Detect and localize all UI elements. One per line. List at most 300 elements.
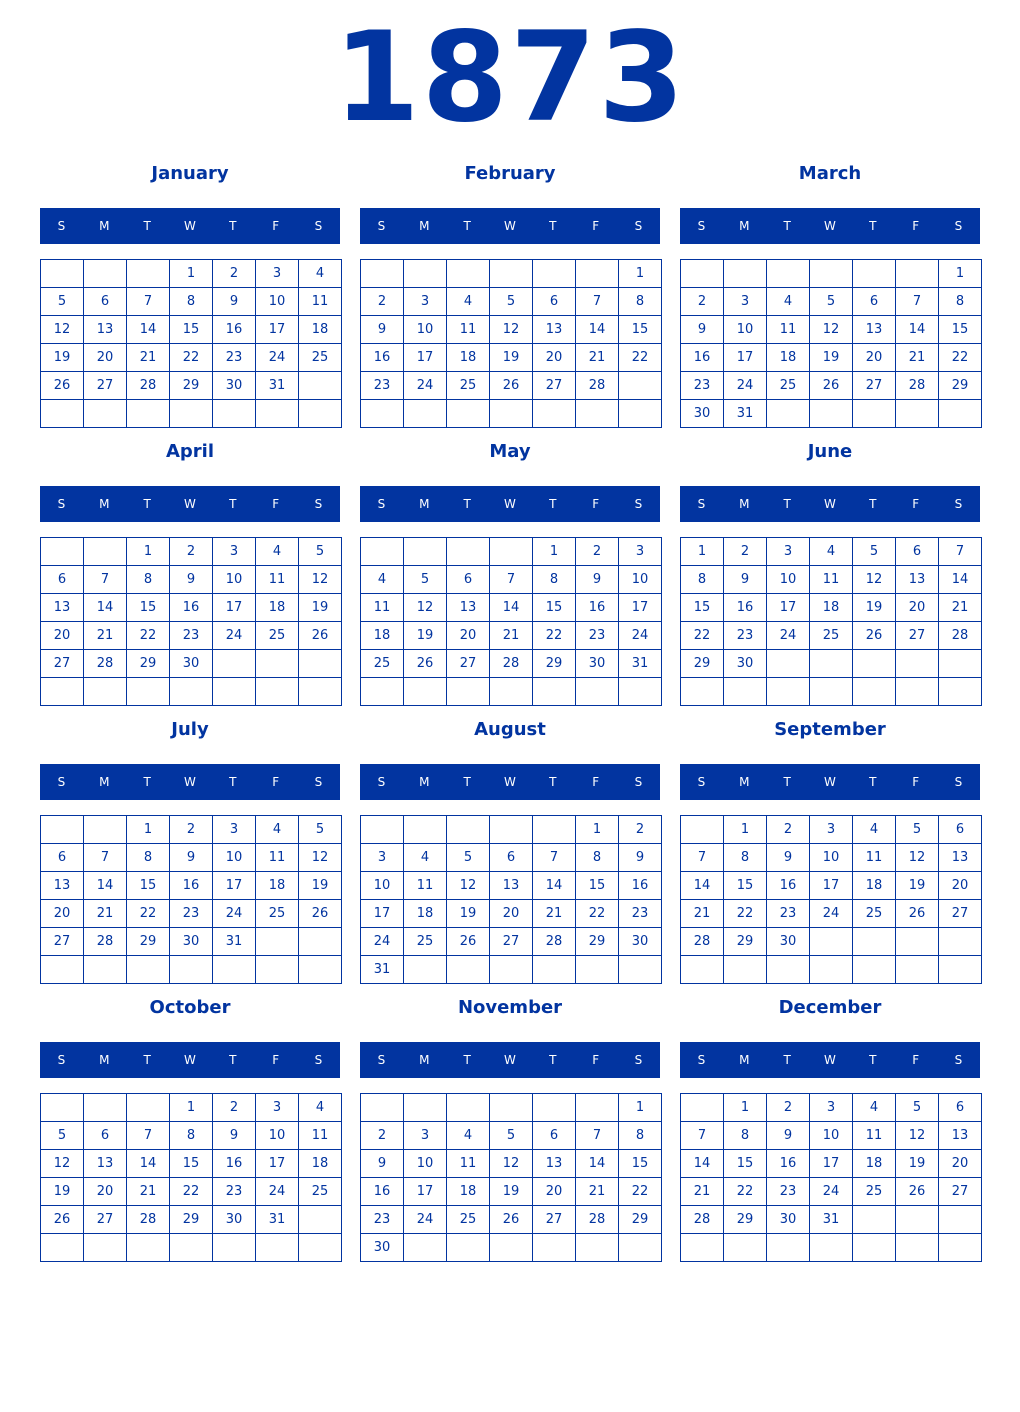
day-cell: 25 <box>256 900 299 928</box>
day-cell <box>810 1234 853 1262</box>
day-cell <box>810 956 853 984</box>
day-cell: 27 <box>939 900 982 928</box>
day-cell: 23 <box>724 622 767 650</box>
week-row <box>41 816 342 844</box>
week-row <box>41 844 342 872</box>
day-cell: 24 <box>213 900 256 928</box>
weekday-label: W <box>184 775 196 789</box>
week-row <box>41 372 342 400</box>
day-cell: 19 <box>447 900 490 928</box>
day-cell <box>896 956 939 984</box>
day-cell: 7 <box>84 844 127 872</box>
day-cell: 26 <box>896 900 939 928</box>
weekday-label: S <box>954 497 963 511</box>
day-cell: 15 <box>619 1150 662 1178</box>
week-row <box>681 928 982 956</box>
week-row <box>41 288 342 316</box>
day-cell <box>853 678 896 706</box>
day-cell <box>447 816 490 844</box>
week-row <box>681 316 982 344</box>
day-cell <box>299 678 342 706</box>
week-row <box>681 538 982 566</box>
week-row <box>41 1094 342 1122</box>
weekday-label: T <box>783 497 791 511</box>
weekday-label: T <box>869 1053 877 1067</box>
weekday-label: T <box>229 219 237 233</box>
day-cell <box>576 1094 619 1122</box>
day-cell: 13 <box>533 316 576 344</box>
day-cell: 24 <box>619 622 662 650</box>
day-table <box>40 259 342 428</box>
day-cell <box>767 678 810 706</box>
weekday-label: W <box>184 219 196 233</box>
day-cell <box>681 816 724 844</box>
day-cell: 14 <box>127 316 170 344</box>
day-cell <box>404 1234 447 1262</box>
day-cell: 18 <box>299 1150 342 1178</box>
day-cell: 14 <box>681 872 724 900</box>
day-cell <box>213 956 256 984</box>
weekday-label: T <box>783 775 791 789</box>
week-row <box>41 678 342 706</box>
day-cell: 7 <box>127 288 170 316</box>
day-cell <box>576 956 619 984</box>
day-cell: 24 <box>256 344 299 372</box>
day-cell: 12 <box>853 566 896 594</box>
weekday-label: S <box>377 1053 386 1067</box>
day-cell: 15 <box>576 872 619 900</box>
day-cell: 18 <box>853 872 896 900</box>
day-cell: 22 <box>170 1178 213 1206</box>
day-cell <box>619 400 662 428</box>
weekday-label: S <box>314 497 323 511</box>
day-cell: 15 <box>127 594 170 622</box>
week-row <box>41 622 342 650</box>
day-cell <box>299 928 342 956</box>
day-grid <box>680 1093 981 1262</box>
day-cell <box>681 678 724 706</box>
day-cell: 18 <box>299 316 342 344</box>
weekday-label: T <box>463 775 471 789</box>
day-cell: 30 <box>213 1206 256 1234</box>
day-cell: 31 <box>213 928 256 956</box>
week-row <box>681 872 982 900</box>
week-row <box>361 928 662 956</box>
day-table <box>680 1093 982 1262</box>
day-cell <box>853 928 896 956</box>
day-cell: 5 <box>810 288 853 316</box>
day-cell: 14 <box>939 566 982 594</box>
day-cell: 8 <box>724 1122 767 1150</box>
day-cell: 6 <box>939 816 982 844</box>
day-cell: 28 <box>533 928 576 956</box>
day-cell <box>127 260 170 288</box>
day-cell: 6 <box>84 1122 127 1150</box>
day-cell <box>853 260 896 288</box>
day-cell: 29 <box>127 650 170 678</box>
day-table <box>40 815 342 984</box>
weekday-label: M <box>99 1053 110 1067</box>
week-row <box>41 400 342 428</box>
week-row <box>361 1178 662 1206</box>
day-cell <box>299 400 342 428</box>
day-cell <box>41 538 84 566</box>
day-cell: 26 <box>490 1206 533 1234</box>
weekday-label: T <box>869 775 877 789</box>
day-cell: 13 <box>447 594 490 622</box>
day-cell: 6 <box>41 566 84 594</box>
day-cell: 20 <box>939 872 982 900</box>
day-cell: 15 <box>533 594 576 622</box>
week-row <box>681 1206 982 1234</box>
day-cell: 31 <box>810 1206 853 1234</box>
weekday-label: S <box>697 775 706 789</box>
week-row <box>361 1206 662 1234</box>
day-cell <box>84 260 127 288</box>
day-cell: 8 <box>939 288 982 316</box>
day-cell: 4 <box>256 538 299 566</box>
day-cell: 22 <box>576 900 619 928</box>
day-cell: 31 <box>724 400 767 428</box>
day-cell: 22 <box>619 1178 662 1206</box>
weekday-label: F <box>912 497 920 511</box>
day-cell: 25 <box>361 650 404 678</box>
day-cell <box>447 400 490 428</box>
day-cell <box>404 1094 447 1122</box>
weekday-label: S <box>697 1053 706 1067</box>
day-grid <box>40 815 341 984</box>
day-cell <box>939 650 982 678</box>
day-cell: 19 <box>810 344 853 372</box>
weekday-label: F <box>592 775 600 789</box>
day-cell <box>490 678 533 706</box>
day-cell: 18 <box>256 872 299 900</box>
day-cell: 22 <box>724 1178 767 1206</box>
day-cell: 18 <box>404 900 447 928</box>
day-cell <box>810 928 853 956</box>
week-row <box>41 1234 342 1262</box>
day-cell: 4 <box>767 288 810 316</box>
day-cell: 5 <box>299 816 342 844</box>
weekday-label: S <box>954 775 963 789</box>
day-cell: 21 <box>681 900 724 928</box>
day-cell: 19 <box>896 872 939 900</box>
day-cell: 20 <box>84 344 127 372</box>
day-cell <box>256 678 299 706</box>
day-cell: 18 <box>447 344 490 372</box>
weekday-header <box>360 208 660 244</box>
weekday-label: M <box>739 497 750 511</box>
day-cell <box>41 260 84 288</box>
week-row <box>681 372 982 400</box>
day-cell: 23 <box>619 900 662 928</box>
day-cell: 7 <box>576 288 619 316</box>
day-cell: 5 <box>299 538 342 566</box>
day-cell: 27 <box>533 1206 576 1234</box>
day-cell: 9 <box>170 844 213 872</box>
week-row <box>41 344 342 372</box>
day-cell <box>853 1206 896 1234</box>
weekday-label: S <box>634 219 643 233</box>
day-cell: 10 <box>256 288 299 316</box>
weekday-label: T <box>463 219 471 233</box>
week-row <box>361 538 662 566</box>
week-row <box>41 956 342 984</box>
day-cell: 12 <box>404 594 447 622</box>
day-cell: 2 <box>724 538 767 566</box>
day-cell: 31 <box>256 1206 299 1234</box>
day-cell <box>404 260 447 288</box>
day-cell <box>490 538 533 566</box>
day-cell: 25 <box>810 622 853 650</box>
day-grid <box>680 259 981 428</box>
day-cell <box>447 956 490 984</box>
day-cell: 3 <box>213 816 256 844</box>
day-cell <box>576 678 619 706</box>
day-cell: 21 <box>533 900 576 928</box>
day-cell: 10 <box>256 1122 299 1150</box>
day-cell: 7 <box>127 1122 170 1150</box>
day-cell: 2 <box>767 1094 810 1122</box>
day-cell <box>84 816 127 844</box>
day-cell: 15 <box>939 316 982 344</box>
week-row <box>361 622 662 650</box>
weekday-label: M <box>419 775 430 789</box>
week-row <box>681 260 982 288</box>
day-cell: 8 <box>533 566 576 594</box>
day-cell: 11 <box>256 566 299 594</box>
week-row <box>361 594 662 622</box>
day-cell <box>84 400 127 428</box>
week-row <box>361 1094 662 1122</box>
day-cell: 6 <box>447 566 490 594</box>
weekday-label: S <box>377 775 386 789</box>
day-cell <box>170 1234 213 1262</box>
day-cell: 19 <box>299 594 342 622</box>
day-cell: 23 <box>576 622 619 650</box>
weekday-label: T <box>463 1053 471 1067</box>
day-cell: 12 <box>896 1122 939 1150</box>
weekday-label: S <box>634 497 643 511</box>
weekday-header <box>360 486 660 522</box>
day-cell: 22 <box>681 622 724 650</box>
day-cell: 19 <box>404 622 447 650</box>
weekday-header <box>40 764 340 800</box>
month-name: September <box>774 719 886 740</box>
day-cell <box>533 1094 576 1122</box>
day-cell: 28 <box>681 928 724 956</box>
weekday-label: S <box>57 1053 66 1067</box>
day-cell: 1 <box>681 538 724 566</box>
week-row <box>361 816 662 844</box>
day-cell: 23 <box>170 622 213 650</box>
day-cell: 14 <box>896 316 939 344</box>
week-row <box>41 566 342 594</box>
day-cell: 11 <box>447 1150 490 1178</box>
day-cell: 12 <box>447 872 490 900</box>
day-cell: 7 <box>490 566 533 594</box>
day-cell: 29 <box>939 372 982 400</box>
month-name: July <box>171 719 209 740</box>
weekday-label: F <box>272 497 280 511</box>
week-row <box>681 1234 982 1262</box>
day-cell: 6 <box>490 844 533 872</box>
week-row <box>41 316 342 344</box>
day-cell: 21 <box>127 1178 170 1206</box>
day-cell: 21 <box>896 344 939 372</box>
weekday-header <box>360 1042 660 1078</box>
week-row <box>41 1150 342 1178</box>
day-cell: 17 <box>404 1178 447 1206</box>
day-cell: 23 <box>361 372 404 400</box>
day-cell: 28 <box>84 928 127 956</box>
day-cell: 9 <box>576 566 619 594</box>
week-row <box>681 1122 982 1150</box>
day-cell: 25 <box>256 622 299 650</box>
day-cell: 24 <box>767 622 810 650</box>
day-cell: 22 <box>127 900 170 928</box>
day-cell: 27 <box>490 928 533 956</box>
month-name: August <box>474 719 546 740</box>
day-cell: 13 <box>853 316 896 344</box>
day-cell: 19 <box>853 594 896 622</box>
day-cell: 14 <box>576 316 619 344</box>
day-cell: 30 <box>767 928 810 956</box>
weekday-label: F <box>592 497 600 511</box>
day-cell: 13 <box>84 316 127 344</box>
weekday-label: T <box>549 497 557 511</box>
week-row <box>361 900 662 928</box>
day-cell: 3 <box>256 260 299 288</box>
day-cell: 3 <box>767 538 810 566</box>
day-cell <box>681 1094 724 1122</box>
weekday-label: M <box>419 219 430 233</box>
day-cell: 29 <box>724 928 767 956</box>
day-cell <box>853 1234 896 1262</box>
weekday-header <box>40 208 340 244</box>
day-cell <box>213 650 256 678</box>
day-cell <box>447 1234 490 1262</box>
week-row <box>681 1178 982 1206</box>
day-cell: 21 <box>84 900 127 928</box>
day-cell: 25 <box>767 372 810 400</box>
day-cell: 21 <box>84 622 127 650</box>
weekday-label: F <box>912 775 920 789</box>
day-cell: 6 <box>41 844 84 872</box>
weekday-label: M <box>99 775 110 789</box>
day-cell: 5 <box>41 288 84 316</box>
day-cell <box>404 400 447 428</box>
day-cell: 17 <box>810 872 853 900</box>
day-cell: 1 <box>170 260 213 288</box>
day-cell: 11 <box>299 288 342 316</box>
month-name: January <box>151 163 229 184</box>
day-cell: 19 <box>299 872 342 900</box>
day-cell: 15 <box>127 872 170 900</box>
weekday-label: T <box>143 219 151 233</box>
day-cell: 3 <box>404 288 447 316</box>
weekday-label: S <box>314 1053 323 1067</box>
week-row <box>361 400 662 428</box>
day-cell: 14 <box>127 1150 170 1178</box>
day-cell: 20 <box>853 344 896 372</box>
day-cell: 15 <box>170 316 213 344</box>
day-cell: 20 <box>41 622 84 650</box>
day-cell: 10 <box>810 844 853 872</box>
day-cell <box>127 1234 170 1262</box>
day-cell: 11 <box>447 316 490 344</box>
day-cell: 18 <box>853 1150 896 1178</box>
day-cell: 2 <box>681 288 724 316</box>
day-cell: 2 <box>213 260 256 288</box>
day-cell: 4 <box>447 288 490 316</box>
day-cell: 20 <box>490 900 533 928</box>
day-cell <box>533 400 576 428</box>
day-cell: 30 <box>576 650 619 678</box>
day-cell: 16 <box>170 872 213 900</box>
day-cell: 9 <box>724 566 767 594</box>
day-cell <box>490 260 533 288</box>
weekday-label: M <box>739 219 750 233</box>
day-cell: 14 <box>576 1150 619 1178</box>
weekday-label: F <box>592 1053 600 1067</box>
day-cell <box>896 1234 939 1262</box>
day-cell: 7 <box>84 566 127 594</box>
day-cell: 16 <box>619 872 662 900</box>
day-cell <box>896 928 939 956</box>
day-cell: 3 <box>810 1094 853 1122</box>
day-grid <box>360 537 661 706</box>
day-cell: 28 <box>490 650 533 678</box>
day-cell <box>810 260 853 288</box>
day-cell <box>41 678 84 706</box>
day-cell: 10 <box>619 566 662 594</box>
weekday-label: W <box>184 497 196 511</box>
week-row <box>41 1178 342 1206</box>
day-cell <box>447 538 490 566</box>
day-table <box>40 537 342 706</box>
month-name: December <box>778 997 882 1018</box>
day-cell <box>490 400 533 428</box>
day-cell: 10 <box>810 1122 853 1150</box>
day-cell: 17 <box>361 900 404 928</box>
day-cell: 26 <box>810 372 853 400</box>
day-cell <box>41 956 84 984</box>
day-cell <box>361 1094 404 1122</box>
day-cell <box>767 956 810 984</box>
day-cell: 17 <box>767 594 810 622</box>
day-cell: 16 <box>361 344 404 372</box>
weekday-header <box>680 208 980 244</box>
day-cell: 12 <box>41 1150 84 1178</box>
day-cell: 25 <box>447 372 490 400</box>
weekday-label: T <box>549 775 557 789</box>
day-cell: 14 <box>533 872 576 900</box>
day-cell: 28 <box>127 372 170 400</box>
day-grid <box>360 1093 661 1262</box>
day-cell: 24 <box>810 1178 853 1206</box>
day-cell: 6 <box>853 288 896 316</box>
day-cell: 9 <box>213 1122 256 1150</box>
weekday-label: W <box>824 219 836 233</box>
week-row <box>361 344 662 372</box>
day-cell <box>404 956 447 984</box>
day-table <box>40 1093 342 1262</box>
day-cell: 28 <box>896 372 939 400</box>
day-cell: 1 <box>724 816 767 844</box>
day-cell: 28 <box>84 650 127 678</box>
day-cell: 22 <box>724 900 767 928</box>
